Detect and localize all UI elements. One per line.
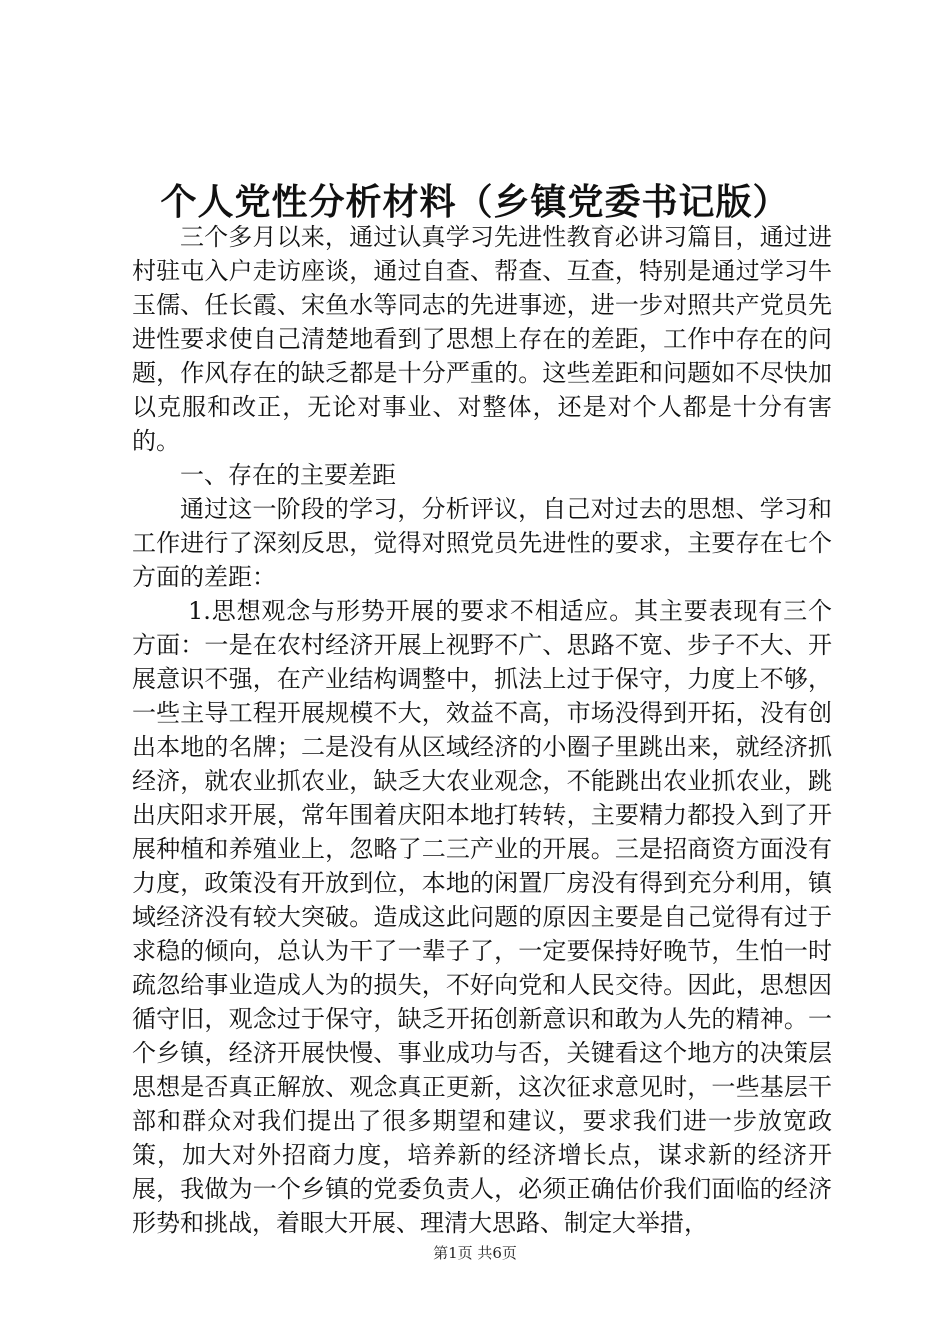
paragraph-point-1: 1.思想观念与形势开展的要求不相适应。其主要表现有三个方面：一是在农村经济开展上视野不广、思路不宽、步子不大、开展意识不强，在产业结构调整中，抓法上过于保守，力度上不够，一些主导工程开展规模不大，效益不高，市场没得到开拓，没有创出本地的名牌；二是没有从区域经济的小圈子里跳出来，就经济抓经济，就农业抓农业，缺乏大农业观念，不能跳出农业抓农业，跳出庆阳求开展，常年围着庆阳本地打转转，主要精力都投入到了开展种植和养殖业上，忽略了二三产业的开展。三是招商资方面没有力度，政策没有开放到位，本地的闲置厂房没有得到充分利用，镇域经济没有较大突破。造成这此问题的原因主要是自己觉得有过于求稳的倾向，总认为干了一辈子了，一定要保持好晚节，生怕一时疏忽给事业造成人为的损失，不好向党和人民交待。因此，思想因循守旧，观念过于保守，缺乏开拓创新意识和敢为人先的精神。一个乡镇，经济开展快慢、事业成功与否，关键看这个地方的决策层思想是否真正解放、观念真正更新，这次征求意见时，一些基层干部和群众对我们提出了很多期望和建议，要求我们进一步放宽政策，加大对外招商力度，培养新的经济增长点，谋求新的经济开展，我做为一个乡镇的党委负责人，必须正确估价我们面临的经济形势和挑战，着眼大开展、理清大思路、制定大举措， (132, 597, 832, 1237)
document-title: 个人党性分析材料（乡镇党委书记版） (160, 181, 790, 223)
page-footer: 第1页 共6页 (433, 1244, 517, 1262)
paragraph-intro: 三个多月以来，通过认真学习先进性教育必讲习篇目，通过进村驻屯入户走访座谈，通过自查、帮查、互查，特别是通过学习牛玉儒、任长霞、宋鱼水等同志的先进事迹，进一步对照共产党员先进性要求使自己清楚地看到了思想上存在的差距，工作中存在的问题，作风存在的缺乏都是十分严重的。这些差距和问题如不尽快加以克服和改正，无论对事业、对整体，还是对个人都是十分有害的。 (132, 223, 832, 455)
section-heading: 一、存在的主要差距 (180, 461, 396, 489)
document-body (132, 220, 832, 1240)
paragraph-section-intro: 通过这一阶段的学习，分析评议，自己对过去的思想、学习和工作进行了深刻反思，觉得对照党员先进性的要求，主要存在七个方面的差距： (132, 495, 832, 591)
